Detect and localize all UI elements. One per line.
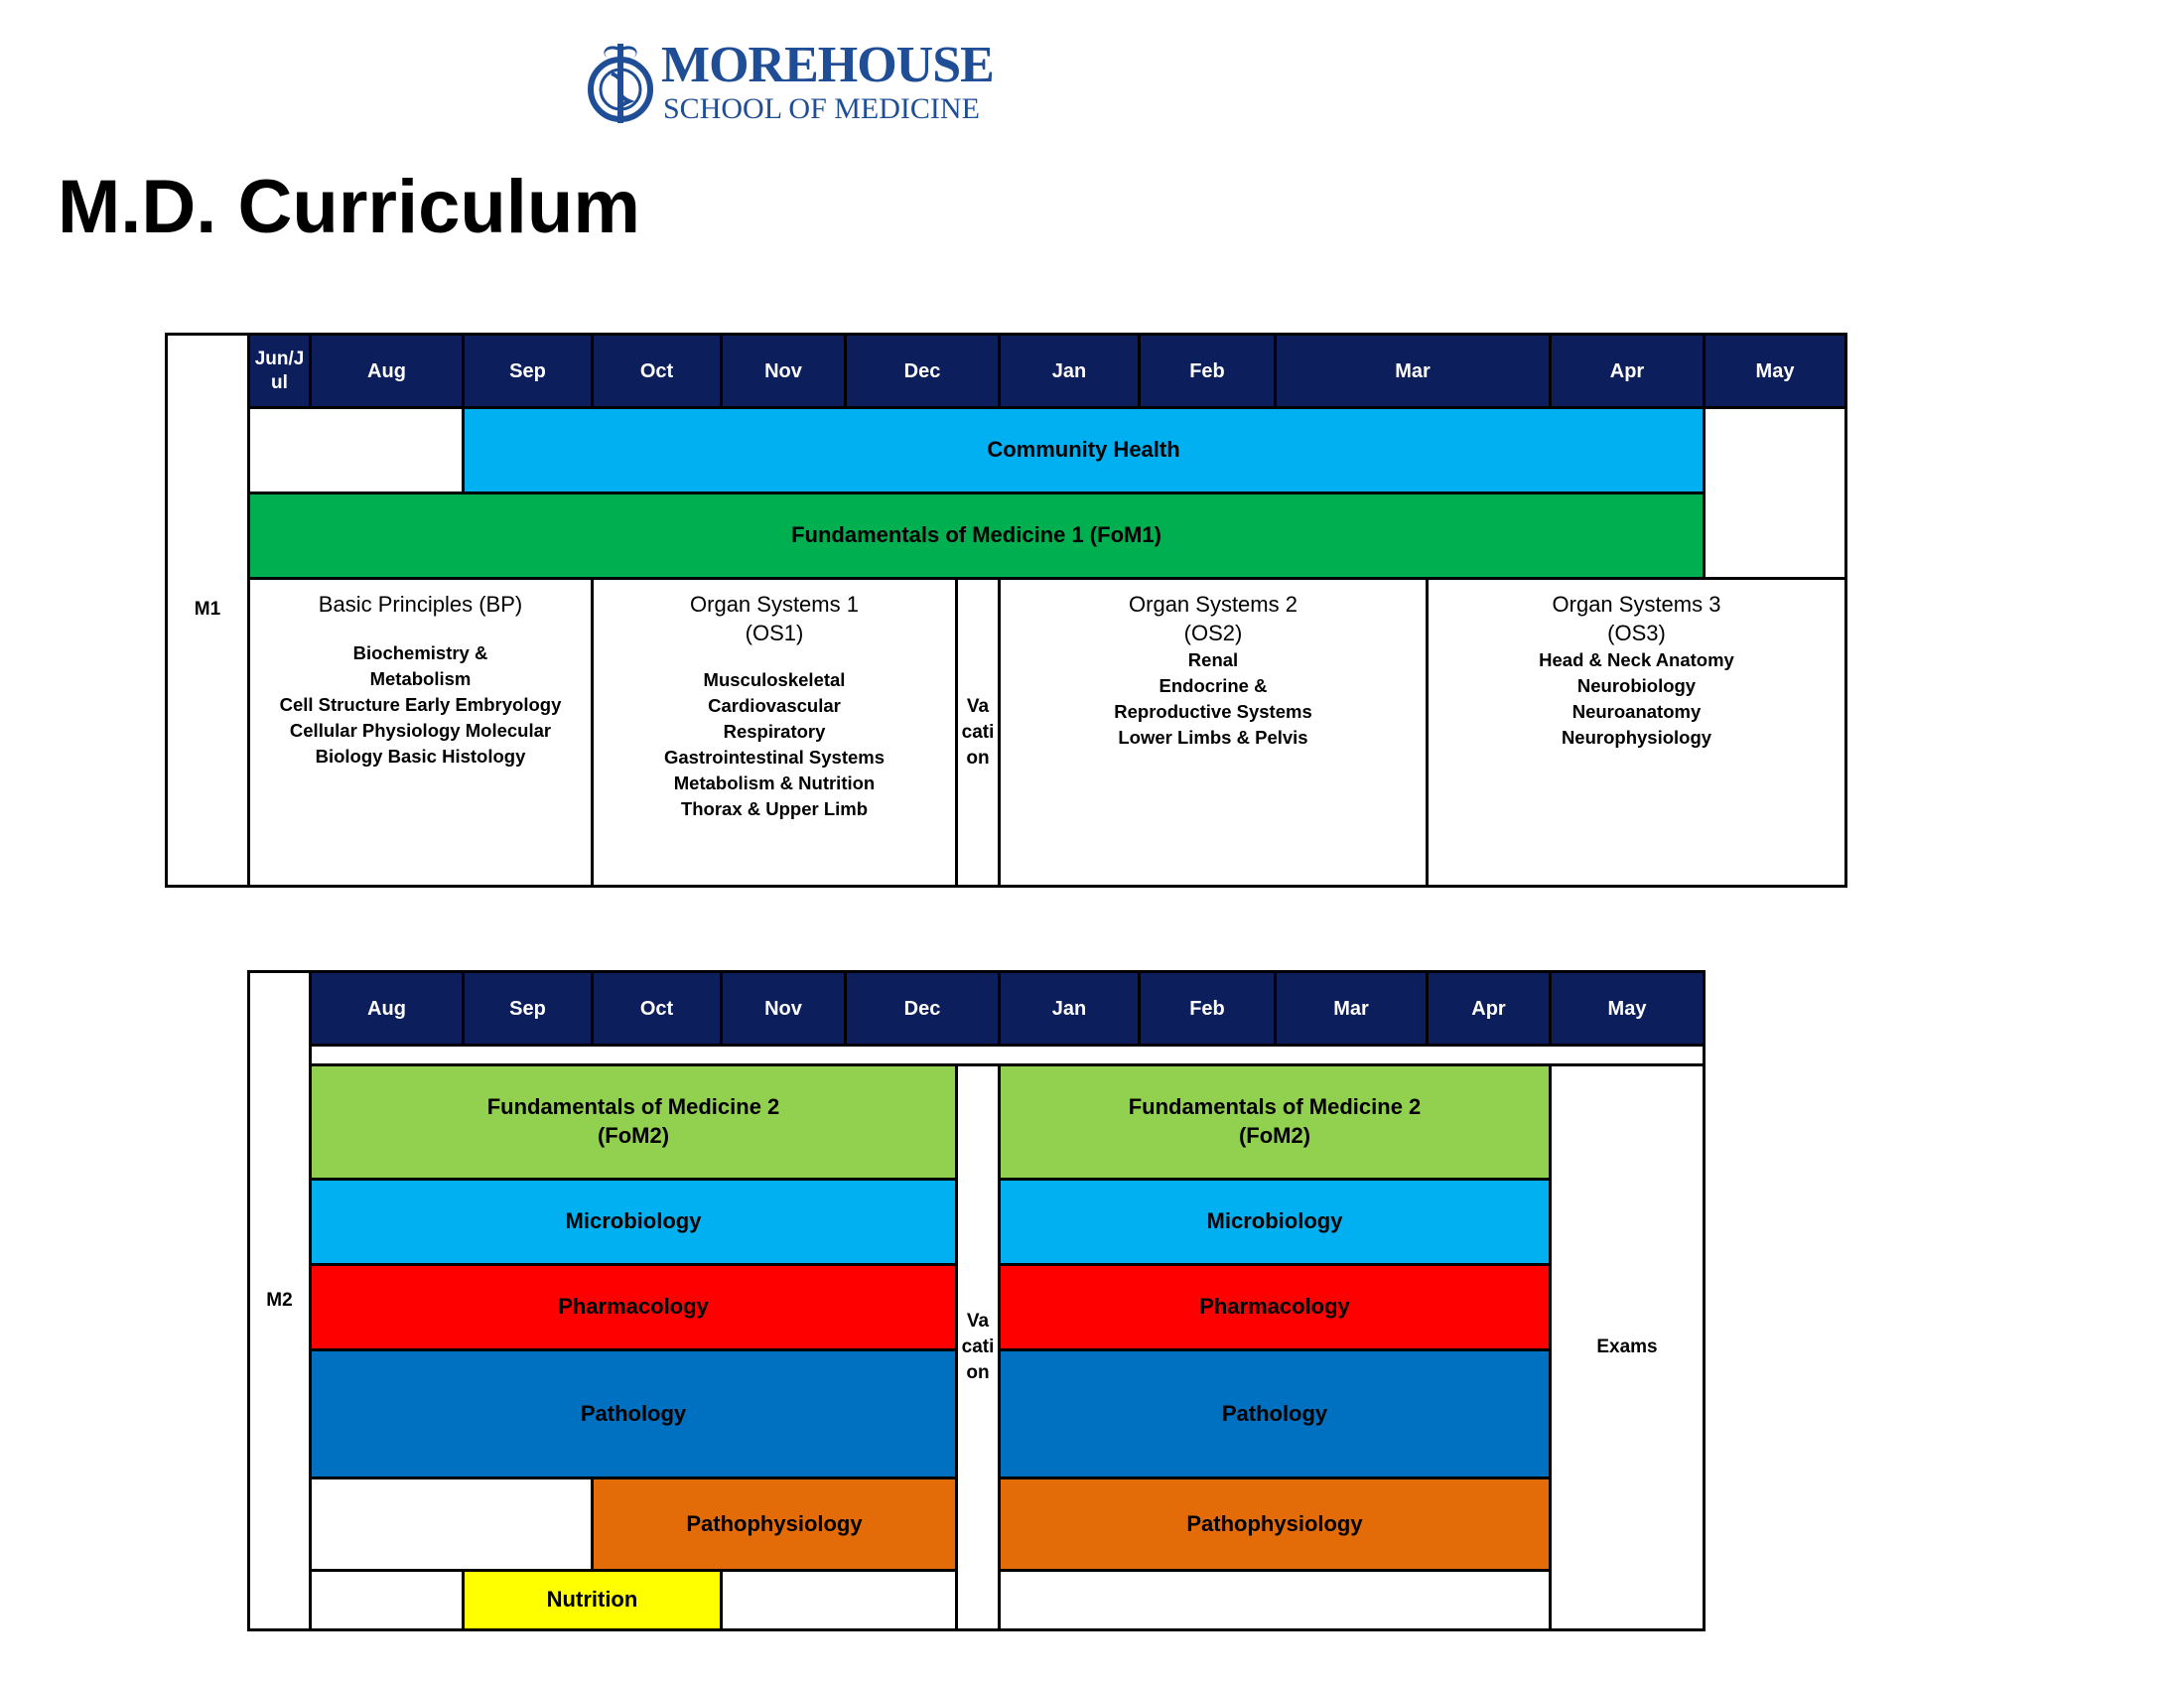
m1-month-sep: Sep: [462, 333, 594, 409]
m1-vacation: [955, 577, 1001, 888]
vacation-text: on: [966, 747, 990, 769]
block-item: Endocrine &: [1159, 675, 1268, 696]
block-item: Reproductive Systems: [1114, 701, 1312, 722]
m2-month-sep: Sep: [462, 970, 594, 1047]
block-item: Neurophysiology: [1561, 727, 1712, 748]
caduceus-seal-icon: [586, 38, 655, 127]
block-subtitle: (OS3): [1607, 621, 1666, 645]
block-item: Cardiovascular: [708, 695, 841, 716]
m1-block-organ-systems-2: [998, 577, 1429, 888]
pharmacology-bar-spring: Pharmacology: [998, 1263, 1552, 1351]
m2-month-may: May: [1549, 970, 1706, 1047]
m1-may-empty-cell: [1703, 406, 1847, 580]
logo-subtitle: SCHOOL OF MEDICINE: [663, 92, 980, 125]
m2-month-nov: Nov: [720, 970, 847, 1047]
fundamentals-2-line1: Fundamentals of Medicine 2: [486, 1094, 780, 1120]
m1-empty-cell: [247, 406, 465, 494]
m1-month-apr: Apr: [1549, 333, 1706, 409]
m2-empty-cell: [998, 1569, 1552, 1631]
m2-month-dec: Dec: [844, 970, 1001, 1047]
block-item: Head & Neck Anatomy: [1539, 649, 1734, 670]
block-item: Renal: [1187, 649, 1239, 670]
pathology-bar-fall: Pathology: [309, 1348, 958, 1479]
block-item: Metabolism: [369, 668, 472, 689]
logo-name: MOREHOUSE: [661, 37, 994, 93]
block-item: Respiratory: [723, 721, 826, 742]
m1-block-basic-principles: [247, 577, 594, 888]
m1-month-mar: Mar: [1274, 333, 1552, 409]
block-item: Cell Structure Early Embryology: [279, 694, 562, 715]
block-subtitle: (OS2): [1183, 621, 1243, 645]
microbiology-bar-fall: Microbiology: [309, 1178, 958, 1266]
m1-month-aug: Aug: [309, 333, 465, 409]
m2-month-aug: Aug: [309, 970, 465, 1047]
block-title: Organ Systems 1: [690, 592, 859, 617]
vacation-text: cati: [961, 1336, 995, 1357]
community-health-bar: Community Health: [462, 406, 1706, 494]
pathology-bar-spring: Pathology: [998, 1348, 1552, 1479]
vacation-text: Va: [966, 1311, 990, 1332]
vacation-text: on: [966, 1362, 990, 1383]
nutrition-bar: Nutrition: [462, 1569, 723, 1631]
m2-month-mar: Mar: [1274, 970, 1429, 1047]
m2-month-apr: Apr: [1426, 970, 1552, 1047]
block-item: Neurobiology: [1576, 675, 1697, 696]
m2-empty-cell: [720, 1569, 958, 1631]
fundamentals-2-bar-fall: [309, 1063, 958, 1181]
block-title: Organ Systems 2: [1129, 592, 1297, 617]
m1-year-label: M1: [165, 333, 250, 888]
pathophysiology-bar-fall: Pathophysiology: [591, 1477, 958, 1572]
block-item: Biology Basic Histology: [315, 746, 526, 767]
m1-block-organ-systems-1: [591, 577, 958, 888]
m2-month-jan: Jan: [998, 970, 1141, 1047]
m2-month-oct: Oct: [591, 970, 723, 1047]
pharmacology-bar-fall: Pharmacology: [309, 1263, 958, 1351]
block-item: Lower Limbs & Pelvis: [1118, 727, 1308, 748]
fundamentals-2-line2: (FoM2): [597, 1123, 670, 1148]
school-logo: [586, 38, 1003, 132]
block-item: Biochemistry &: [352, 642, 488, 663]
m1-month-dec: Dec: [844, 333, 1001, 409]
m1-month-feb: Feb: [1138, 333, 1277, 409]
vacation-text: cati: [961, 721, 995, 743]
block-title: Basic Principles (BP): [318, 592, 523, 617]
m2-vacation: [955, 1063, 1001, 1631]
pathophysiology-bar-spring: Pathophysiology: [998, 1477, 1552, 1572]
m2-month-feb: Feb: [1138, 970, 1277, 1047]
fundamentals-2-bar-spring: [998, 1063, 1552, 1181]
block-item: Thorax & Upper Limb: [680, 798, 869, 819]
m1-month-oct: Oct: [591, 333, 723, 409]
m2-empty-cell: [309, 1569, 465, 1631]
m1-block-organ-systems-3: [1426, 577, 1847, 888]
block-title: Organ Systems 3: [1552, 592, 1721, 617]
vacation-text: Va: [966, 695, 990, 717]
block-item: Metabolism & Nutrition: [673, 773, 876, 793]
block-item: Musculoskeletal: [703, 669, 846, 690]
fundamentals-1-bar: Fundamentals of Medicine 1 (FoM1): [247, 492, 1706, 580]
m2-year-label: M2: [247, 970, 312, 1631]
page-title: M.D. Curriculum: [58, 165, 640, 249]
block-item: Gastrointestinal Systems: [663, 747, 886, 768]
fundamentals-2-line1: Fundamentals of Medicine 2: [1128, 1094, 1422, 1120]
block-subtitle: (OS1): [745, 621, 804, 645]
m2-empty-cell: [309, 1477, 594, 1572]
fundamentals-2-line2: (FoM2): [1238, 1123, 1311, 1148]
m1-month-junjul: Jun/J ul: [247, 333, 312, 409]
m1-month-jan: Jan: [998, 333, 1141, 409]
microbiology-bar-spring: Microbiology: [998, 1178, 1552, 1266]
block-item: Cellular Physiology Molecular: [289, 720, 552, 741]
m1-month-may: May: [1703, 333, 1847, 409]
exams-cell: Exams: [1549, 1063, 1706, 1631]
block-item: Neuroanatomy: [1571, 701, 1702, 722]
m1-month-nov: Nov: [720, 333, 847, 409]
